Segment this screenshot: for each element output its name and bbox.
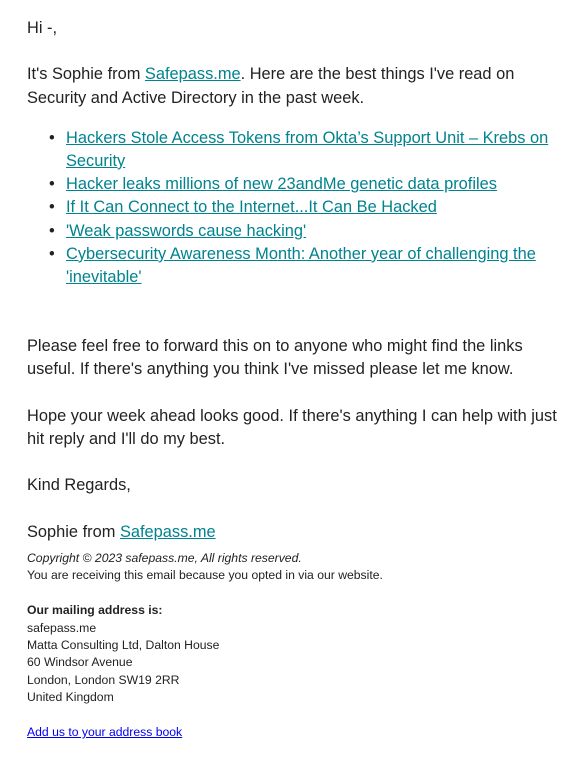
list-item xyxy=(49,127,557,173)
sign-off: Kind Regards, xyxy=(27,476,131,495)
bullet-icon: • xyxy=(49,198,55,217)
article-link-internet-hacked[interactable]: If It Can Connect to the Internet...It Can Be Hacked xyxy=(66,198,437,217)
greeting: Hi -, xyxy=(27,19,58,37)
closing-note: Hope your week ahead looks good. If there's anything I can help with just hit reply and I'll do my best. xyxy=(27,406,557,449)
address-book-row xyxy=(27,724,557,741)
article-link-list xyxy=(27,127,557,289)
list-item xyxy=(49,173,557,196)
address-line: 60 Windsor Avenue xyxy=(27,655,133,670)
article-link-okta[interactable]: Hackers Stole Access Tokens from Okta’s Support Unit – Krebs on Security xyxy=(66,128,549,170)
copyright-text: Copyright © 2023 safepass.me, All rights reserved. xyxy=(27,551,302,565)
address-line: safepass.me xyxy=(27,620,97,635)
address-line: Matta Consulting Ltd, Dalton House xyxy=(27,638,220,653)
bullet-icon: • xyxy=(49,175,55,194)
footer-spacer xyxy=(27,707,557,724)
mailing-address-heading: Our mailing address is: xyxy=(27,603,163,618)
email-body xyxy=(27,17,557,544)
bullet-icon: • xyxy=(49,221,55,240)
intro-paragraph xyxy=(27,63,557,109)
list-item xyxy=(49,243,557,289)
bullet-icon: • xyxy=(49,244,55,263)
email-footer xyxy=(27,550,557,741)
intro-text-start: It's Sophie from xyxy=(27,65,145,84)
address-line: London, London SW19 2RR xyxy=(27,672,180,687)
article-link-awareness-month[interactable]: Cybersecurity Awareness Month: Another year of challenging the 'inevitable' xyxy=(66,244,536,287)
list-item xyxy=(49,196,557,219)
safepass-link[interactable]: Safepass.me xyxy=(144,65,241,84)
signature-name: Sophie from xyxy=(27,522,120,541)
article-link-weak-passwords[interactable]: 'Weak passwords cause hacking' xyxy=(66,221,307,240)
article-link-23andme[interactable]: Hacker leaks millions of new 23andMe genetic data profiles xyxy=(66,175,497,194)
signature-safepass-link[interactable]: Safepass.me xyxy=(119,522,216,541)
list-item xyxy=(49,220,557,243)
intro-text-end: . Here are the best things I've read on Security and Active Directory in the past week. xyxy=(27,65,515,107)
add-to-address-book-link[interactable]: Add us to your address book xyxy=(27,725,183,740)
address-line: United Kingdom xyxy=(27,690,114,705)
optin-reason: You are receiving this email because you opted in via our website. xyxy=(27,568,383,583)
footer-spacer xyxy=(27,585,557,602)
bullet-icon: • xyxy=(49,128,55,147)
signature xyxy=(27,521,557,544)
forward-note: Please feel free to forward this on to anyone who might find the links useful. If there's anything you think I've missed please let me know. xyxy=(27,337,523,379)
